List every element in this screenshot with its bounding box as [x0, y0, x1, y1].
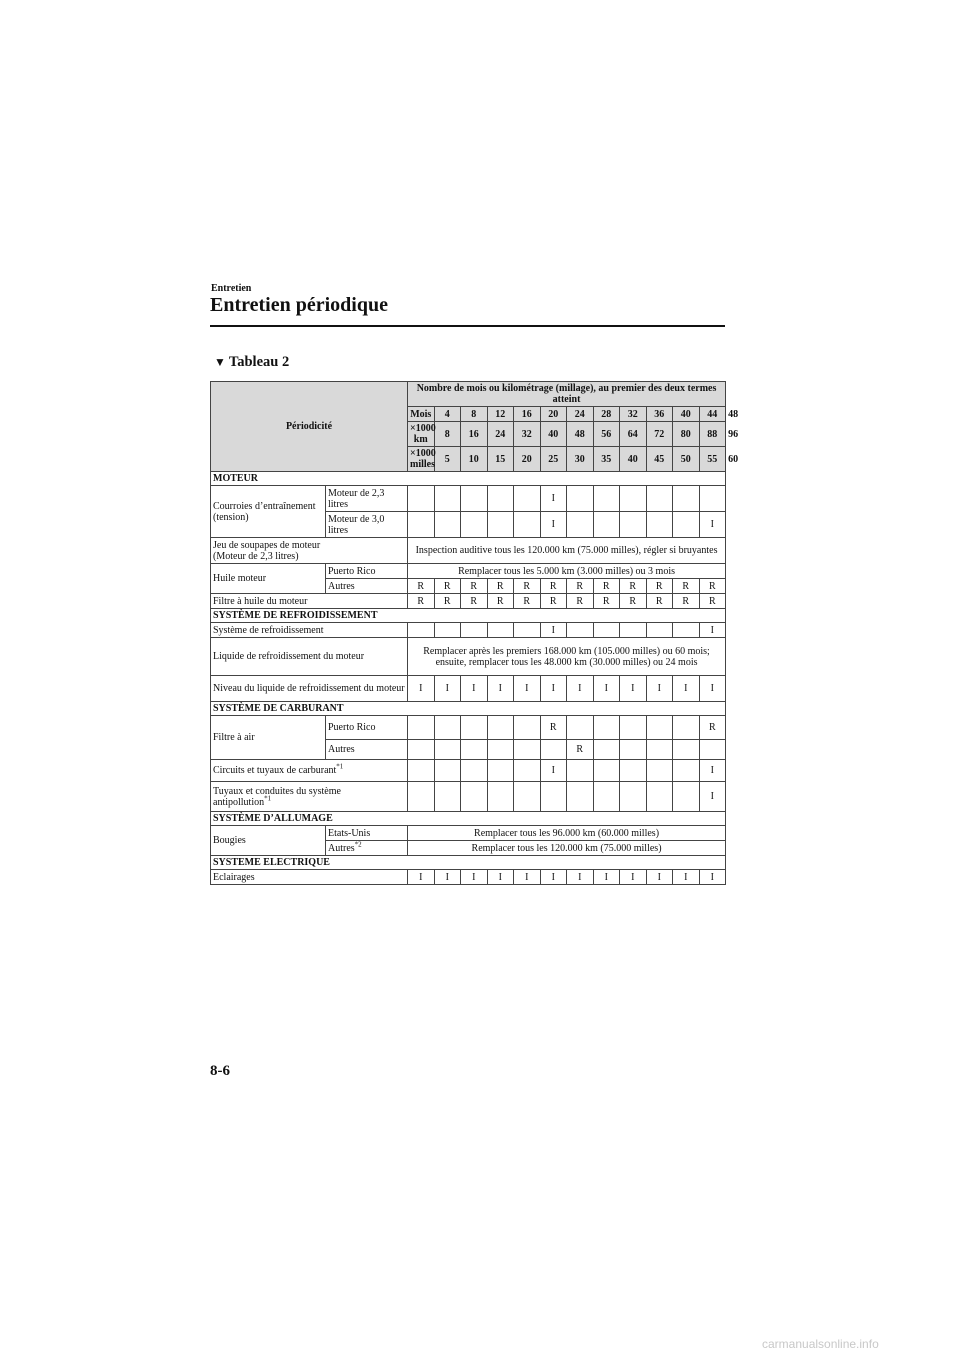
row-evap [211, 782, 726, 812]
oil-label: Huile moteur [211, 564, 326, 594]
footnote-marker: *2 [354, 840, 362, 849]
interval-cell: I [567, 870, 594, 885]
interval-cell [461, 782, 488, 812]
interval-cell [434, 740, 461, 760]
interval-cell: I [540, 623, 567, 638]
row-belts-23 [211, 486, 726, 512]
row-oil-filter [211, 594, 726, 609]
interval-cell: R [434, 579, 461, 594]
interval-cell: I [540, 486, 567, 512]
interval-cell [593, 512, 620, 538]
interval-cell: R [408, 594, 435, 609]
interval-cell: R [620, 579, 647, 594]
row-coolant [211, 638, 726, 676]
interval-cell: R [646, 579, 673, 594]
interval-cell: 56 [593, 422, 620, 447]
section-moteur [211, 472, 726, 486]
section-carburant [211, 702, 726, 716]
interval-cell: I [540, 870, 567, 885]
plugs-us-label: Etats-Unis [326, 826, 408, 841]
row-oil-pr [211, 564, 726, 579]
interval-cell: R [567, 740, 594, 760]
interval-cell [408, 760, 435, 782]
valves-label-line1: Jeu de soupapes de moteur [213, 539, 321, 551]
interval-cell [673, 716, 700, 740]
plugs-other-text: Remplacer tous les 120.000 km (75.000 milles) [408, 841, 726, 856]
air-filter-label: Filtre à air [211, 716, 326, 760]
interval-cell: I [487, 870, 514, 885]
footnote-marker: *1 [264, 794, 272, 803]
interval-cell: I [699, 870, 726, 885]
interval-cell: I [699, 782, 726, 812]
interval-cell: I [461, 870, 488, 885]
interval-cell [540, 782, 567, 812]
interval-cell: 30 [567, 447, 594, 472]
interval-cell: 15 [487, 447, 514, 472]
interval-cell: I [434, 870, 461, 885]
row-air-pr [211, 716, 726, 740]
coolant-text-line2: ensuite, remplacer tous les 48.000 km (30.000 milles) ou 24 mois [435, 656, 698, 668]
interval-cell [514, 782, 541, 812]
interval-cell [434, 512, 461, 538]
interval-cell: 40 [540, 422, 567, 447]
interval-cell [434, 623, 461, 638]
section-title: SYSTÈME DE CARBURANT [211, 702, 726, 716]
interval-cell: 36 [646, 407, 673, 422]
interval-cell [646, 623, 673, 638]
section-title: MOTEUR [211, 472, 726, 486]
interval-cell [593, 716, 620, 740]
interval-cell: R [593, 579, 620, 594]
interval-cell: I [646, 870, 673, 885]
interval-cell [646, 782, 673, 812]
fuel-lines-text: Circuits et tuyaux de carburant [213, 765, 337, 776]
section-refroidissement [211, 609, 726, 623]
miles-label: ×1000 milles [408, 447, 435, 472]
interval-cell [434, 760, 461, 782]
interval-cell [620, 782, 647, 812]
interval-cell [514, 623, 541, 638]
interval-cell [673, 623, 700, 638]
table-heading [214, 354, 289, 371]
interval-cell: I [593, 676, 620, 702]
interval-cell [567, 760, 594, 782]
schedule-caption: Nombre de mois ou kilométrage (millage), au premier des deux termes atteint [408, 382, 726, 407]
interval-cell [408, 512, 435, 538]
cooling-system-label: Système de refroidissement [211, 623, 408, 638]
interval-cell [593, 486, 620, 512]
interval-cell [461, 486, 488, 512]
interval-cell [567, 623, 594, 638]
interval-cell: I [514, 870, 541, 885]
interval-cell: R [540, 716, 567, 740]
interval-cell [593, 760, 620, 782]
interval-cell [646, 760, 673, 782]
air-other-label: Autres [326, 740, 408, 760]
interval-cell: R [461, 579, 488, 594]
interval-cell: 12 [487, 407, 514, 422]
coolant-text-line1: Remplacer après les premiers 168.000 km (105.000 milles) ou 60 mois; [423, 645, 710, 657]
interval-cell [567, 716, 594, 740]
interval-cell: 16 [461, 422, 488, 447]
interval-cell: 48 [567, 422, 594, 447]
interval-cell [620, 760, 647, 782]
interval-cell: I [408, 676, 435, 702]
interval-cell: 28 [593, 407, 620, 422]
interval-cell: 20 [514, 447, 541, 472]
page-number: 8-6 [210, 1063, 230, 1079]
interval-cell [461, 760, 488, 782]
interval-cell: I [699, 512, 726, 538]
interval-cell [673, 782, 700, 812]
oil-pr-label: Puerto Rico [326, 564, 408, 579]
interval-cell [620, 486, 647, 512]
interval-cell: 55 [699, 447, 726, 472]
interval-cell [673, 760, 700, 782]
interval-cell [567, 782, 594, 812]
interval-cell: 8 [434, 422, 461, 447]
interval-cell: 5 [434, 447, 461, 472]
interval-cell [699, 740, 726, 760]
oil-pr-text: Remplacer tous les 5.000 km (3.000 milles) ou 3 mois [408, 564, 726, 579]
interval-cell: I [699, 623, 726, 638]
interval-cell: 40 [673, 407, 700, 422]
interval-cell: R [514, 579, 541, 594]
interval-cell: 50 [673, 447, 700, 472]
interval-cell [408, 486, 435, 512]
interval-cell: 44 [699, 407, 726, 422]
interval-cell: R [540, 594, 567, 609]
interval-cell: R [593, 594, 620, 609]
footnote-marker: *1 [336, 762, 344, 771]
interval-cell [461, 740, 488, 760]
interval-cell [567, 486, 594, 512]
section-title: SYSTÈME DE REFROIDISSEMENT [211, 609, 726, 623]
air-pr-label: Puerto Rico [326, 716, 408, 740]
valves-label [211, 538, 408, 564]
miles-row: ×1000 milles 5 10 15 20 25 30 35 40 45 50 55 60 [211, 447, 726, 472]
oil-other-label: Autres [326, 579, 408, 594]
triangle-down-icon: ▼ [214, 355, 226, 369]
interval-cell: I [434, 676, 461, 702]
section-label: Entretien [211, 283, 252, 294]
interval-cell [487, 760, 514, 782]
interval-cell [434, 486, 461, 512]
interval-cell [620, 740, 647, 760]
interval-cell [646, 486, 673, 512]
km-row: ×1000 km 8 16 24 32 40 48 56 64 72 80 88 96 [211, 422, 726, 447]
plugs-us-text: Remplacer tous les 96.000 km (60.000 milles) [408, 826, 726, 841]
interval-cell: I [540, 676, 567, 702]
interval-cell: R [540, 579, 567, 594]
interval-cell: I [487, 676, 514, 702]
interval-cell [487, 623, 514, 638]
interval-cell [487, 782, 514, 812]
belts-30-label: Moteur de 3,0 litres [326, 512, 408, 538]
interval-cell: I [699, 676, 726, 702]
section-electrique [211, 856, 726, 870]
interval-cell [514, 486, 541, 512]
interval-cell: R [567, 594, 594, 609]
periodicity-label: Périodicité [211, 382, 408, 472]
interval-cell: R [487, 579, 514, 594]
interval-cell: 45 [646, 447, 673, 472]
row-cooling-system [211, 623, 726, 638]
coolant-level-label: Niveau du liquide de refroidissement du moteur [211, 676, 408, 702]
interval-cell: R [699, 716, 726, 740]
coolant-label: Liquide de refroidissement du moteur [211, 638, 408, 676]
section-title: SYSTEME ELECTRIQUE [211, 856, 726, 870]
interval-cell: I [673, 870, 700, 885]
evap-label-line2: antipollution [213, 796, 265, 808]
interval-cell: R [673, 579, 700, 594]
interval-cell [408, 782, 435, 812]
months-label: Mois [408, 407, 435, 422]
interval-cell [461, 716, 488, 740]
interval-cell: I [540, 760, 567, 782]
interval-cell [514, 760, 541, 782]
interval-cell [593, 740, 620, 760]
row-valves [211, 538, 726, 564]
interval-cell: 24 [567, 407, 594, 422]
interval-cell [514, 740, 541, 760]
interval-cell [646, 740, 673, 760]
interval-cell [461, 623, 488, 638]
fuel-lines-label [211, 760, 408, 782]
valves-text: Inspection auditive tous les 120.000 km (75.000 milles), régler si bruyantes [408, 538, 726, 564]
interval-cell [434, 782, 461, 812]
row-lights [211, 870, 726, 885]
interval-cell [408, 716, 435, 740]
interval-cell [673, 512, 700, 538]
interval-cell: 80 [673, 422, 700, 447]
months-row: Mois 4 8 12 16 20 24 28 32 36 40 44 48 [211, 407, 726, 422]
interval-cell: 25 [540, 447, 567, 472]
interval-cell: R [434, 594, 461, 609]
interval-cell [673, 740, 700, 760]
belts-label: Courroies d’entraînement (tension) [211, 486, 326, 538]
evap-label-line1: Tuyaux et conduites du système [213, 785, 341, 797]
interval-cell: I [461, 676, 488, 702]
title-divider [210, 325, 725, 327]
lights-label: Eclairages [211, 870, 408, 885]
interval-cell: R [408, 579, 435, 594]
row-coolant-level [211, 676, 726, 702]
interval-cell: 35 [593, 447, 620, 472]
interval-cell: I [673, 676, 700, 702]
interval-cell: 24 [487, 422, 514, 447]
plugs-other-label [326, 841, 408, 856]
interval-cell [620, 623, 647, 638]
interval-cell: R [673, 594, 700, 609]
interval-cell [408, 740, 435, 760]
interval-cell [487, 486, 514, 512]
interval-cell: 64 [620, 422, 647, 447]
interval-cell [487, 740, 514, 760]
interval-cell: 10 [461, 447, 488, 472]
interval-cell: 16 [514, 407, 541, 422]
interval-cell: I [593, 870, 620, 885]
interval-cell: 32 [514, 422, 541, 447]
interval-cell: I [567, 676, 594, 702]
interval-cell [620, 716, 647, 740]
section-title: SYSTÈME D’ALLUMAGE [211, 812, 726, 826]
interval-cell: 8 [461, 407, 488, 422]
interval-cell [646, 512, 673, 538]
interval-cell: 20 [540, 407, 567, 422]
interval-cell: 32 [620, 407, 647, 422]
interval-cell [487, 716, 514, 740]
watermark: carmanualsonline.info [762, 1337, 879, 1351]
interval-cell [673, 486, 700, 512]
interval-cell: R [699, 579, 726, 594]
interval-cell: R [514, 594, 541, 609]
interval-cell: 40 [620, 447, 647, 472]
interval-cell [593, 623, 620, 638]
interval-cell: I [646, 676, 673, 702]
filter-label: Filtre à huile du moteur [211, 594, 408, 609]
interval-cell: R [487, 594, 514, 609]
table-heading-text: Tableau 2 [228, 354, 290, 370]
interval-cell: I [620, 676, 647, 702]
interval-cell [540, 740, 567, 760]
interval-cell: I [699, 760, 726, 782]
interval-cell [514, 716, 541, 740]
interval-cell [646, 716, 673, 740]
plugs-other-text-label: Autres [328, 842, 355, 854]
interval-cell: R [620, 594, 647, 609]
interval-cell [408, 623, 435, 638]
interval-cell: R [646, 594, 673, 609]
km-label: ×1000 km [408, 422, 435, 447]
section-allumage [211, 812, 726, 826]
row-plugs-us [211, 826, 726, 841]
interval-cell: R [567, 579, 594, 594]
maintenance-schedule-table [210, 381, 739, 885]
page-title: Entretien périodique [210, 294, 388, 316]
interval-cell: 72 [646, 422, 673, 447]
interval-cell: R [461, 594, 488, 609]
interval-cell: I [514, 676, 541, 702]
interval-cell: I [540, 512, 567, 538]
coolant-text [408, 638, 726, 676]
interval-cell: 88 [699, 422, 726, 447]
evap-label [211, 782, 408, 812]
interval-cell [620, 512, 647, 538]
interval-cell [699, 486, 726, 512]
interval-cell: I [620, 870, 647, 885]
interval-cell: 4 [434, 407, 461, 422]
interval-cell [567, 512, 594, 538]
valves-label-line2: (Moteur de 2,3 litres) [213, 550, 299, 562]
interval-cell: I [408, 870, 435, 885]
row-fuel-lines [211, 760, 726, 782]
interval-cell [434, 716, 461, 740]
interval-cell [487, 512, 514, 538]
interval-cell: R [699, 594, 726, 609]
interval-cell [593, 782, 620, 812]
interval-cell [514, 512, 541, 538]
interval-cell [461, 512, 488, 538]
belts-23-label: Moteur de 2,3 litres [326, 486, 408, 512]
plugs-label: Bougies [211, 826, 326, 856]
